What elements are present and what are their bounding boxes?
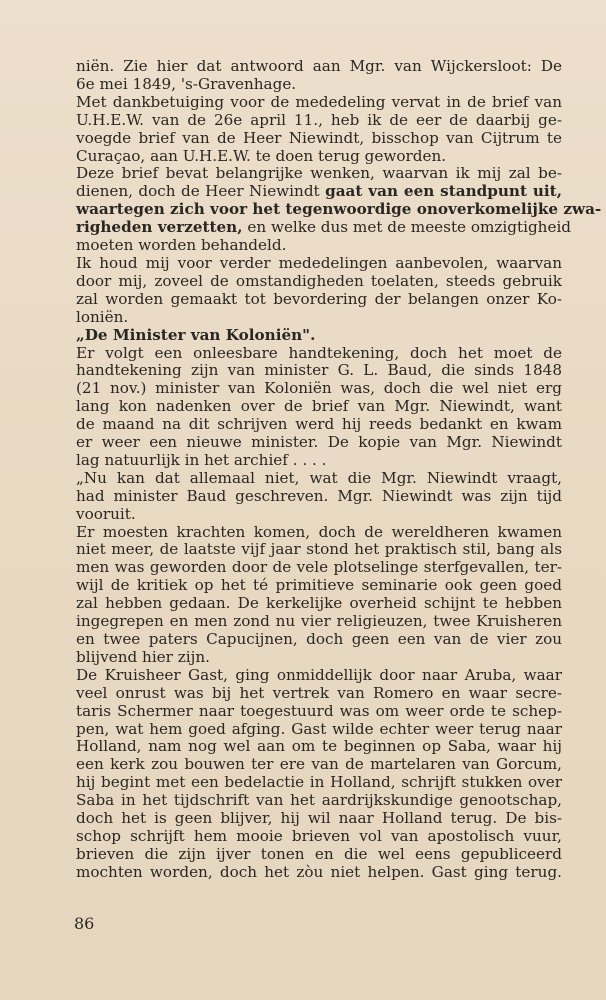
text-line (76, 130, 562, 148)
text-line (76, 559, 562, 577)
text-line (76, 667, 562, 685)
text-segment: er weer een nieuwe minister. De kopie van Mgr. Niewindt (76, 433, 562, 452)
page-number: 86 (74, 914, 95, 933)
text-line (76, 828, 562, 846)
text-segment: zal hebben gedaan. De kerkelijke overheid schijnt te hebben (76, 594, 562, 613)
bold-text-segment: waartegen zich voor het tegenwoordige onoverkomelijke zwa- (76, 200, 602, 219)
text-line (76, 506, 562, 524)
text-segment: hij begint met een bedelactie in Holland, schrijft stukken over (76, 773, 562, 792)
text-line (76, 774, 562, 792)
text-line (76, 577, 562, 595)
bold-text-segment: „De Minister van Koloniën". (76, 325, 316, 344)
text-segment: en twee paters Capucijnen, doch geen een van de vier zou (76, 630, 562, 648)
text-segment: pen, wat hem goed afging. Gast wilde echter weer terug naar (76, 719, 562, 738)
text-line (76, 792, 562, 810)
text-segment: „Nu kan dat allemaal niet, wat die Mgr. Niewindt vraagt, (76, 468, 562, 487)
text-line (76, 237, 562, 255)
text-segment: dienen, doch de Heer Niewindt (76, 182, 326, 201)
text-line (76, 345, 562, 363)
text-line (76, 524, 562, 542)
text-line (76, 398, 562, 416)
text-line (76, 703, 562, 721)
text-segment: Holland, nam nog wel aan om te beginnen op Saba, waar hij (76, 737, 562, 756)
text-line (76, 291, 562, 309)
text-line (76, 94, 562, 112)
text-segment: de maand na dit schrijven werd hij reeds bedankt en kwam (76, 415, 562, 434)
text-line (76, 148, 562, 166)
text-segment: Er moesten krachten komen, doch de wereldheren kwamen (76, 522, 562, 541)
text-line (76, 327, 562, 345)
text-line (76, 846, 562, 864)
text-segment: Saba in het tijdschrift van het aardrijkskundige genootschap, (76, 791, 562, 810)
text-line (76, 721, 562, 739)
text-segment: vooruit. (76, 504, 136, 523)
text-segment: moeten worden behandeld. (76, 236, 287, 255)
text-segment: niet meer, de laatste vijf jaar stond het praktisch stil, bang als (76, 540, 562, 559)
text-line (76, 470, 562, 488)
text-segment: schop schrijft hem mooie brieven vol van apostolisch vuur, (76, 826, 562, 845)
text-segment: had minister Baud geschreven. Mgr. Niewindt was zijn tijd (76, 486, 562, 505)
text-line (76, 183, 562, 201)
text-line (76, 380, 562, 398)
text-line (76, 416, 562, 434)
text-segment: blijvend hier zijn. (76, 647, 210, 666)
text-line (76, 738, 562, 756)
text-line (76, 595, 562, 613)
text-segment: een kerk zou bouwen ter ere van de martelaren van Gorcum, (76, 755, 562, 774)
text-line (76, 452, 562, 470)
text-line (76, 165, 562, 183)
text-segment: U.H.E.W. van de 26e april 11., heb ik de eer de daarbij ge- (76, 110, 562, 129)
text-line (76, 76, 562, 94)
text-line (76, 434, 562, 452)
text-line (76, 218, 572, 237)
text-line (76, 649, 562, 667)
text-segment: Met dankbetuiging voor de mededeling vervat in de brief van (76, 92, 562, 111)
text-line (76, 541, 562, 559)
text-line (76, 273, 562, 291)
text-line (76, 58, 562, 76)
text-segment: Deze brief bevat belangrijke wenken, waarvan ik mij zal be- (76, 164, 562, 183)
text-line (76, 112, 562, 130)
text-segment: Ik houd mij voor verder mededelingen aanbevolen, waarvan (76, 253, 562, 272)
text-segment: lang kon nadenken over de brief van Mgr. Niewindt, want (76, 397, 562, 416)
text-segment: veel onrust was bij het vertrek van Romero en waar secre- (76, 683, 562, 702)
text-segment: mochten worden, doch het zòu niet helpen. Gast ging terug. (76, 862, 562, 881)
text-segment: loniën. (76, 307, 129, 326)
bold-text-segment: righeden verzetten, (76, 218, 243, 237)
body-text (76, 57, 602, 882)
bold-text-segment: gaat van een standpunt uit, (325, 182, 562, 201)
text-line (76, 685, 562, 703)
text-line (76, 756, 562, 774)
text-segment: niën. Zie hier dat antwoord aan Mgr. van Wijckersloot: De (76, 57, 562, 75)
text-segment: lag natuurlijk in het archief . . . . (76, 450, 327, 469)
text-segment: zal worden gemaakt tot bevordering der belangen onzer Ko- (76, 289, 562, 308)
text-line (76, 488, 562, 506)
text-segment: door mij, zoveel de omstandigheden toelaten, steeds gebruik (76, 271, 562, 290)
text-segment: brieven die zijn ijver tonen en die wel eens gepubliceerd (76, 844, 562, 863)
text-segment: Curaçao, aan U.H.E.W. te doen terug geworden. (76, 146, 447, 165)
text-segment: doch het is geen blijver, hij wil naar Holland terug. De bis- (76, 809, 562, 828)
text-segment: ingegrepen en men zond nu vier religieuzen, twee Kruisheren (76, 612, 562, 631)
text-segment: wijl de kritiek op het té primitieve seminarie ook geen goed (76, 576, 562, 595)
text-line (76, 200, 602, 219)
text-line (76, 362, 562, 380)
text-segment: Er volgt een onleesbare handtekening, doch het moet de (76, 343, 562, 362)
text-segment: taris Schermer naar toegestuurd was om weer orde te schep- (76, 701, 562, 720)
text-segment: men was geworden door de vele plotselinge sterfgevallen, ter- (76, 558, 562, 577)
text-segment: handtekening zijn van minister G. L. Baud, die sinds 1848 (76, 361, 562, 380)
text-segment: De Kruisheer Gast, ging onmiddellijk door naar Aruba, waar (76, 665, 562, 684)
text-line (76, 255, 562, 273)
text-line (76, 864, 562, 882)
text-segment: voegde brief van de Heer Niewindt, bisschop van Cijtrum te (76, 128, 562, 147)
text-segment: 6e mei 1849, 's-Gravenhage. (76, 74, 297, 93)
text-segment: en welke dus met de meeste omzigtigheid (242, 218, 572, 237)
text-line (76, 309, 562, 327)
text-line (76, 631, 562, 649)
text-segment: (21 nov.) minister van Koloniën was, doch die wel niet erg (76, 379, 562, 398)
text-line (76, 613, 562, 631)
text-line (76, 810, 562, 828)
